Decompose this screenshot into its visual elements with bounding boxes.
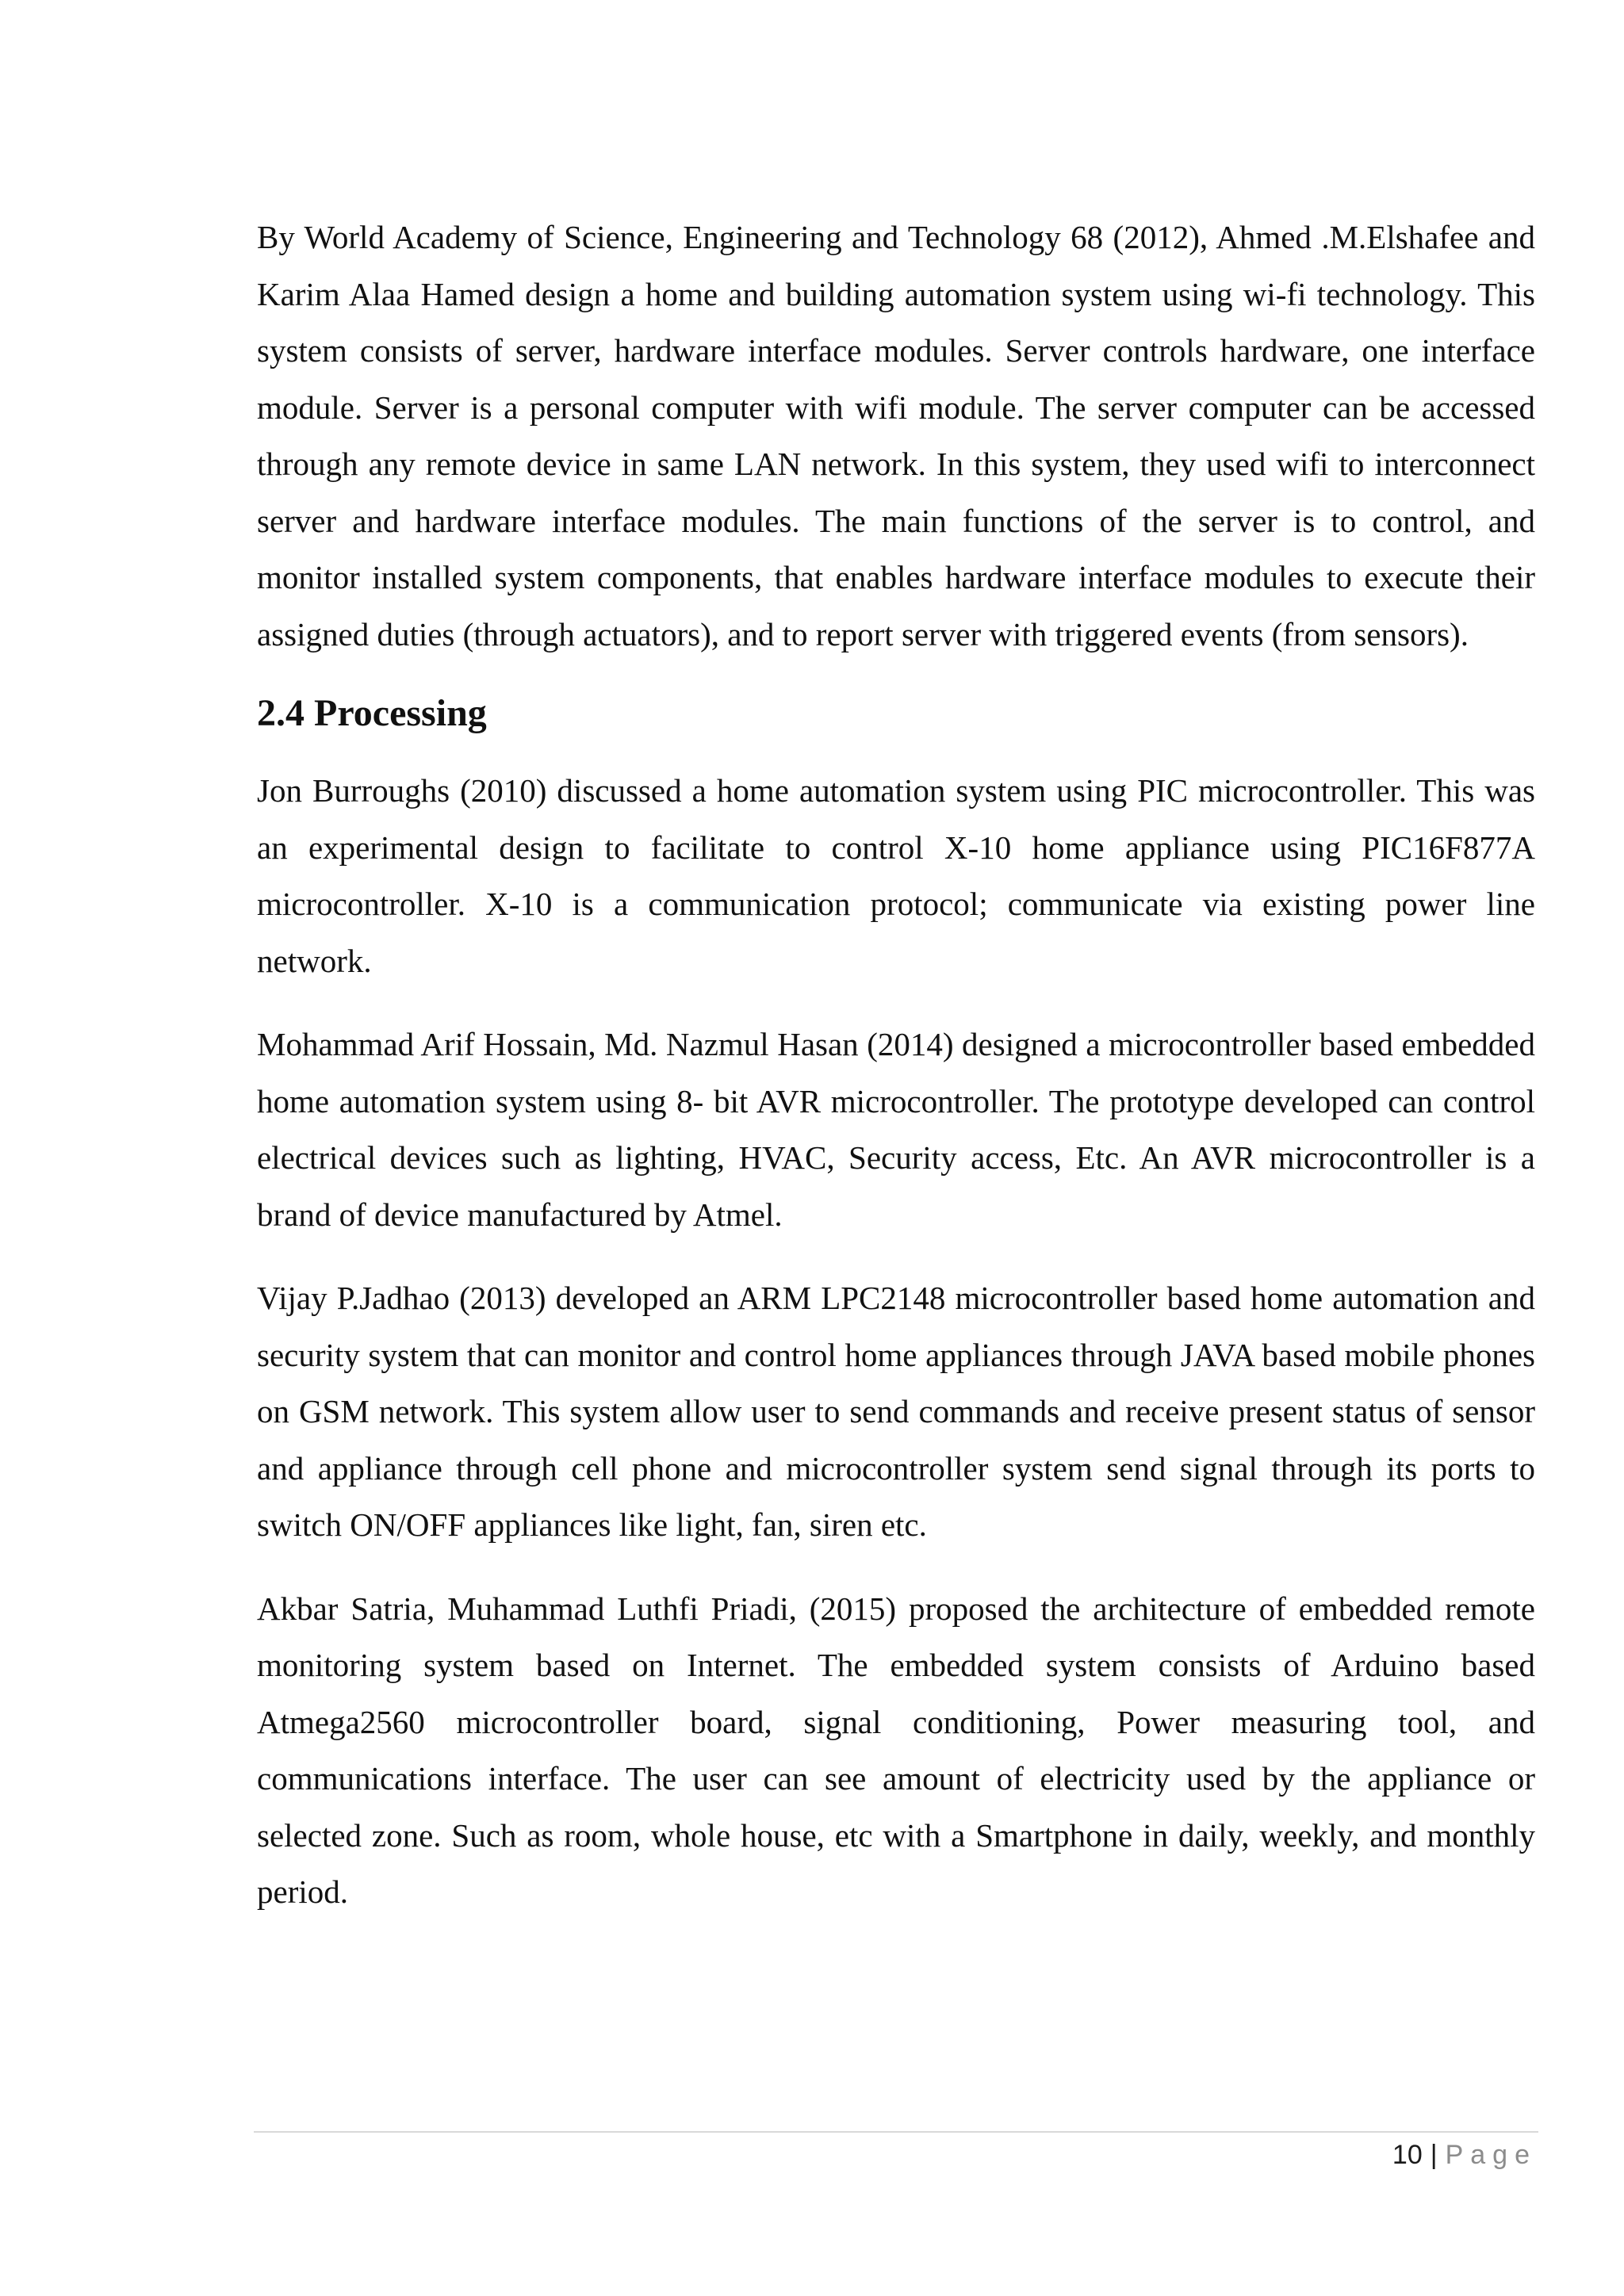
paragraph-pic-microcontroller: Jon Burroughs (2010) discussed a home automation system using PIC microcontroller. This was an experimental design to facilitate to control X-10 home appliance using PIC16F877A microcontroller. X-10 is a communication protocol; communicate via existing power line network. (257, 772, 1535, 979)
page-number: 10 (1392, 2140, 1423, 2170)
section-heading: 2.4 Processing (257, 692, 487, 734)
footer-separator: | (1430, 2140, 1438, 2170)
paragraph-embedded-remote-monitoring: Akbar Satria, Muhammad Luthfi Priadi, (2015) proposed the architecture of embedded remote monitoring system based on Internet. The embedded system consists of Arduino based Atmega2560 microcontroller board, signal conditioning, Power measuring tool, and communications interface. The user can see amount of electricity used by the appliance or selected zone. Such as room, whole house, etc with a Smartphone in daily, weekly, and monthly period. (257, 1590, 1535, 1910)
page-footer (1392, 2136, 1537, 2174)
paragraph-arm-gsm-system: Vijay P.Jadhao (2013) developed an ARM LPC2148 microcontroller based home automation and security system that can monitor and control home appliances through JAVA based mobile phones on GSM network. This system allow user to send commands and receive present status of sensor and appliance through cell phone and microcontroller system send signal through its ports to switch ON/OFF appliances like light, fan, siren etc. (257, 1280, 1535, 1543)
page-content (257, 209, 1535, 1948)
footer-divider (254, 2131, 1538, 2133)
paragraph-avr-microcontroller: Mohammad Arif Hossain, Md. Nazmul Hasan (2014) designed a microcontroller based embedded home automation system using 8- bit AVR microcontroller. The prototype developed can control electrical devices such as lighting, HVAC, Security access, Etc. An AVR microcontroller is a brand of device manufactured by Atmel. (257, 1026, 1535, 1233)
paragraph-wifi-automation: By World Academy of Science, Engineering and Technology 68 (2012), Ahmed .M.Elshafee and Karim Alaa Hamed design a home and building automation system using wi-fi technology. This system consists of server, hardware interface modules. Server controls hardware, one interface module. Server is a personal computer with wifi module. The server computer can be accessed through any remote device in same LAN network. In this system, they used wifi to interconnect server and hardware interface modules. The main functions of the server is to control, and monitor installed system components, that enables hardware interface modules to execute their assigned duties (through actuators), and to report server with triggered events (from sensors). (257, 219, 1535, 652)
page-label: Page (1445, 2140, 1537, 2170)
